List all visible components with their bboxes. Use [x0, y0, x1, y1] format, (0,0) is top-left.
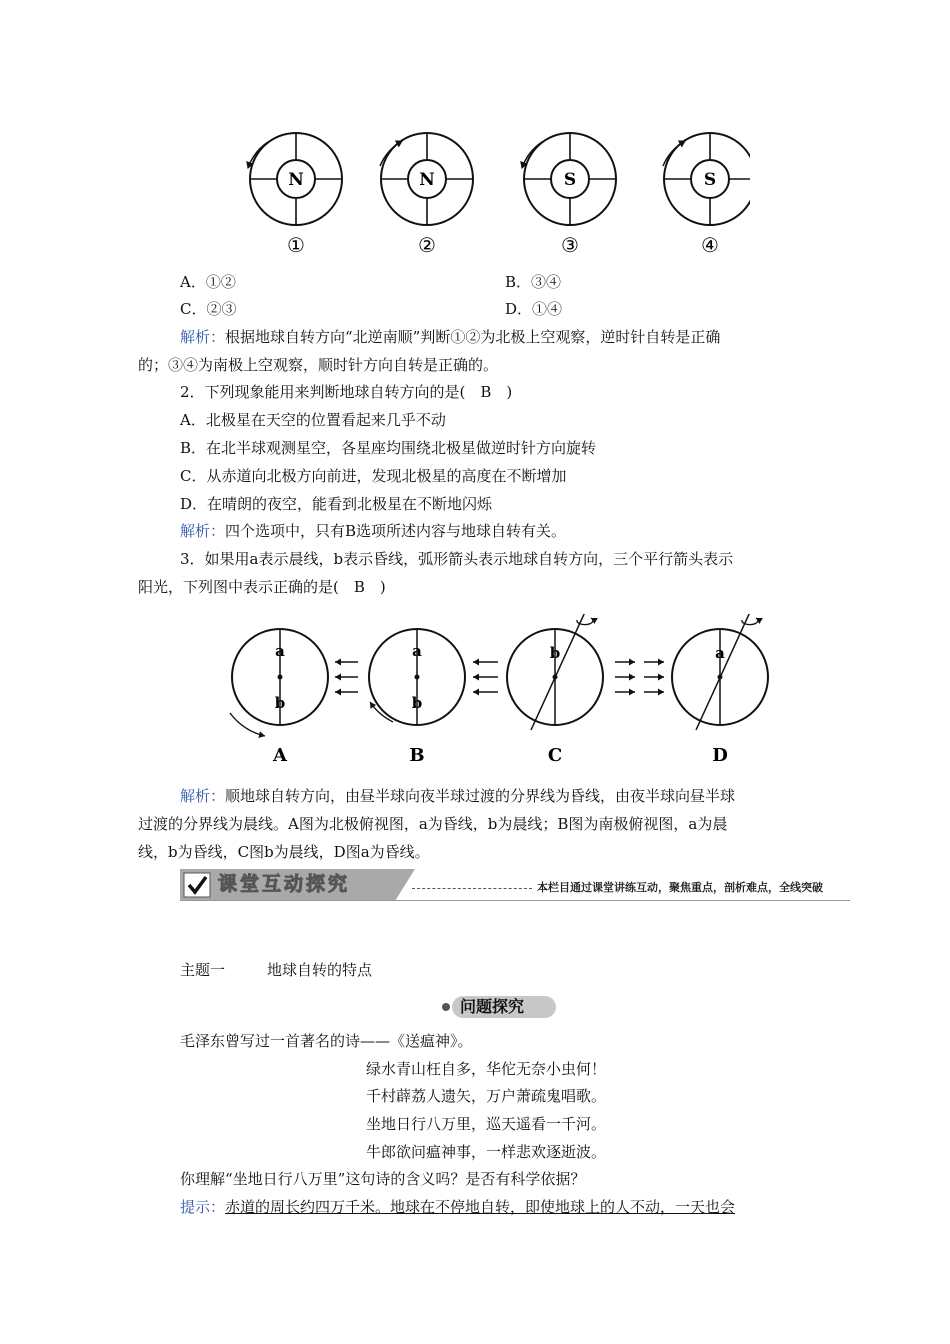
q3-analysis-line-1: 顺地球自转方向，由昼半球向夜半球过渡的分界线为昏线，由夜半球向昼半球 [225, 787, 736, 805]
terminator-figure [225, 614, 785, 770]
hint [180, 1197, 735, 1217]
q1-analysis-line-2: 的；③④为南极上空观察，顺时针方向自转是正确的。 [138, 356, 499, 374]
q1-option-a: A．①② [180, 273, 236, 291]
figure-number-2: ② [418, 233, 436, 257]
poem-question: 你理解“坐地日行八万里”这句诗的含义吗？是否有科学依据？ [180, 1170, 586, 1188]
figure-label-c: C [547, 745, 563, 766]
pole-label-1: N [288, 170, 304, 190]
q1-option-d: D．①④ [505, 300, 563, 318]
topic-label: 主题一 [180, 961, 226, 979]
q1-analysis [180, 327, 720, 347]
poem-line-3: 坐地日行八万里，巡天遥看一千河。 [366, 1115, 607, 1133]
pole-label-3: S [563, 170, 577, 190]
q3-analysis-line-3: 线，b为昏线，C图b为晨线，D图a为昏线。 [138, 843, 430, 861]
poem-intro: 毛泽东曾写过一首著名的诗——《送瘟神》。 [180, 1032, 473, 1050]
figure-label-a: A [273, 745, 287, 766]
poem-line-4: 牛郎欲问瘟神事，一样悲欢逐逝波。 [366, 1143, 607, 1161]
analysis-label: 解析： [180, 522, 226, 540]
pole-label-4: S [703, 170, 717, 190]
banner-rule [180, 900, 850, 901]
figure-label-d: D [712, 745, 728, 766]
q2-option-a: A．北极星在天空的位置看起来几乎不动 [180, 411, 446, 429]
topic-title: 地球自转的特点 [267, 961, 373, 979]
q2-analysis-text: 四个选项中，只有B选项所述内容与地球自转有关。 [225, 522, 567, 540]
sunlight-arrows-bc [473, 662, 498, 692]
analysis-label: 解析： [180, 787, 226, 805]
line-letter-c: b [549, 644, 561, 662]
figure-number-3: ③ [561, 233, 579, 257]
banner-divider [412, 888, 532, 889]
poem-line-1: 绿水青山枉自多，华佗无奈小虫何！ [366, 1060, 607, 1078]
sunlight-arrows-ab [335, 662, 358, 692]
banner-note: 本栏目通过课堂讲练互动，聚焦重点，剖析难点，全线突破 [537, 881, 823, 894]
figure-number-1: ① [287, 233, 305, 257]
line-letter-a-2: a [412, 642, 422, 660]
q2-analysis [180, 521, 566, 541]
bullet-icon [442, 1003, 450, 1011]
banner-title: 课堂互动探究 [218, 873, 351, 895]
pill-label: 问题探究 [460, 997, 525, 1016]
q2-option-c: C．从赤道向北极方向前进，发现北极星的高度在不断增加 [180, 467, 567, 485]
hint-label: 提示： [180, 1198, 226, 1216]
line-letter-b-2: b [411, 694, 423, 712]
hint-text: 赤道的周长约四万千米。地球在不停地自转，即使地球上的人不动，一天也会 [225, 1198, 736, 1216]
q2-option-d: D．在晴朗的夜空，能看到北极星在不断地闪烁 [180, 495, 493, 513]
pole-label-2: N [419, 170, 435, 190]
line-letter-b-1: b [274, 694, 286, 712]
figure-label-b: B [409, 745, 425, 766]
q1-option-b: B．③④ [505, 273, 562, 291]
q1-option-c: C．②③ [180, 300, 237, 318]
section-banner [180, 869, 850, 901]
line-letter-a-1: a [275, 642, 285, 660]
poem-line-2: 千村薜荔人遗矢，万户萧疏鬼唱歌。 [366, 1087, 607, 1105]
sunlight-arrows-cd [615, 662, 664, 692]
line-letter-d: a [715, 644, 725, 662]
q2-stem: 2．下列现象能用来判断地球自转方向的是( B ) [180, 383, 513, 401]
diagram-c [507, 614, 603, 730]
q3-stem-line-1: 3．如果用a表示晨线，b表示昏线，弧形箭头表示地球自转方向，三个平行箭头表示 [180, 550, 734, 568]
analysis-label: 解析： [180, 328, 226, 346]
q2-option-b: B．在北半球观测星空，各星座均围绕北极星做逆时针方向旋转 [180, 439, 597, 457]
q3-analysis-line-2: 过渡的分界线为晨线。A图为北极俯视图，a为昏线，b为晨线；B图为南极俯视图，a为晨 [138, 815, 728, 833]
q3-analysis [180, 786, 735, 806]
q1-analysis-line-1: 根据地球自转方向“北逆南顺”判断①②为北极上空观察，逆时针自转是正确 [225, 328, 721, 346]
rotation-direction-figure [230, 132, 750, 260]
figure-number-4: ④ [701, 233, 719, 257]
problem-explore-pill [438, 994, 558, 1020]
q3-stem-line-2: 阳光，下列图中表示正确的是( B ) [138, 578, 386, 596]
diagram-d [672, 614, 768, 730]
topic-heading [180, 960, 372, 980]
